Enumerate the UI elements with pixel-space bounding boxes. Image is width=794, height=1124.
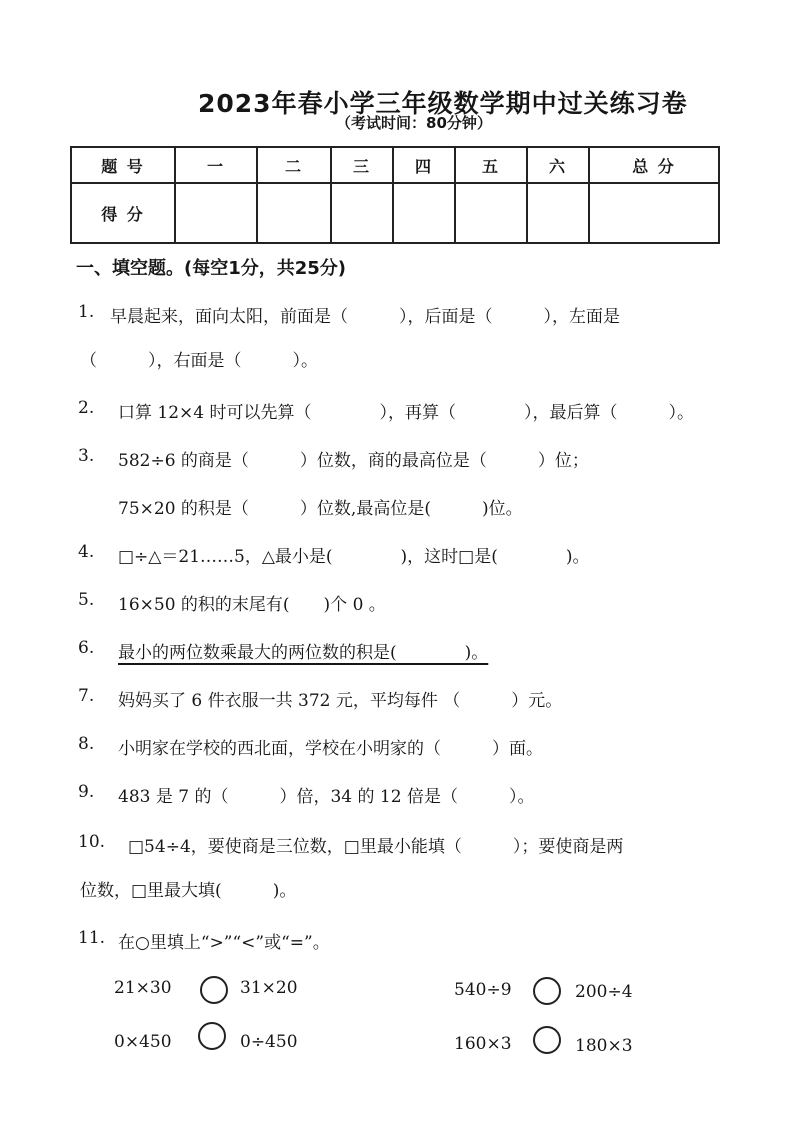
score-col-2: 二: [257, 147, 331, 183]
score-col-1: 一: [175, 147, 257, 183]
question-7-line1: 妈妈买了 6 件衣服一共 372 元，平均每件 （ ）元。: [118, 691, 563, 711]
question-5-line1: 16×50 的积的末尾有( )个 0 。: [118, 595, 386, 615]
score-cell[interactable]: [527, 183, 589, 243]
compare-left: 540÷9: [454, 980, 512, 1000]
question-number: 8.: [78, 734, 95, 754]
question-number: 3.: [78, 446, 95, 466]
score-table: [70, 146, 720, 244]
compare-right: 200÷4: [575, 982, 633, 1002]
question-2-line1: 口算 12×4 时可以先算（ ），再算（ ），最后算（ ）。: [118, 403, 694, 423]
question-number: 4.: [78, 542, 95, 562]
question-10-line1: □54÷4，要使商是三位数，□里最小能填（ ）；要使商是两: [128, 837, 624, 857]
compare-circle[interactable]: [533, 1026, 561, 1054]
score-cell[interactable]: [589, 183, 719, 243]
section-heading: 一、填空题。(每空1分，共25分): [76, 258, 347, 279]
question-9-line1: 483 是 7 的（ ）倍，34 的 12 倍是（ ）。: [118, 787, 535, 807]
question-1-line2: （ ），右面是（ ）。: [80, 351, 318, 371]
score-col-3: 三: [331, 147, 393, 183]
score-cell[interactable]: [455, 183, 527, 243]
question-number: 9.: [78, 782, 95, 802]
question-number: 5.: [78, 590, 95, 610]
score-cell[interactable]: [175, 183, 257, 243]
score-col-total: 总 分: [589, 147, 719, 183]
score-row1-label: 题 号: [71, 147, 175, 183]
score-col-6: 六: [527, 147, 589, 183]
question-3-line1: 582÷6 的商是（ ）位数，商的最高位是（ ）位；: [118, 451, 589, 471]
question-8-line1: 小明家在学校的西北面，学校在小明家的（ ）面。: [118, 739, 543, 759]
question-4-line1: □÷△＝21……5，△最小是( )，这时□是( )。: [118, 547, 590, 567]
question-number: 6.: [78, 638, 95, 658]
compare-right: 180×3: [575, 1036, 633, 1056]
question-number: 11.: [78, 928, 106, 948]
question-10-line2: 位数，□里最大填( )。: [80, 881, 297, 901]
score-cell[interactable]: [257, 183, 331, 243]
score-cell[interactable]: [331, 183, 393, 243]
score-row2-label: 得 分: [71, 183, 175, 243]
question-number: 1.: [78, 302, 95, 322]
compare-left: 160×3: [454, 1034, 512, 1054]
compare-circle[interactable]: [200, 976, 228, 1004]
page-title: 2023年春小学三年级数学期中过关练习卷: [198, 89, 688, 118]
compare-circle[interactable]: [533, 977, 561, 1005]
compare-left: 21×30: [114, 978, 172, 998]
score-cell[interactable]: [393, 183, 455, 243]
question-3-line2: 75×20 的积是（ ）位数,最高位是( )位。: [118, 499, 523, 519]
compare-left: 0×450: [114, 1032, 172, 1052]
question-6-line1: 最小的两位数乘最大的两位数的积是( )。: [118, 643, 489, 663]
question-11-line1: 在○里填上“>”“<”或“=”。: [118, 933, 330, 953]
score-col-4: 四: [393, 147, 455, 183]
score-table-score-row: [71, 183, 719, 243]
question-number: 10.: [78, 832, 106, 852]
question-number: 2.: [78, 398, 95, 418]
exam-duration: （考试时间：80分钟）: [336, 114, 492, 132]
compare-circle[interactable]: [198, 1022, 226, 1050]
score-table-header-row: [71, 147, 719, 183]
compare-right: 0÷450: [240, 1032, 298, 1052]
score-col-5: 五: [455, 147, 527, 183]
question-number: 7.: [78, 686, 95, 706]
question-1-line1: 早晨起来，面向太阳，前面是（ ），后面是（ ），左面是: [110, 307, 620, 327]
compare-right: 31×20: [240, 978, 298, 998]
